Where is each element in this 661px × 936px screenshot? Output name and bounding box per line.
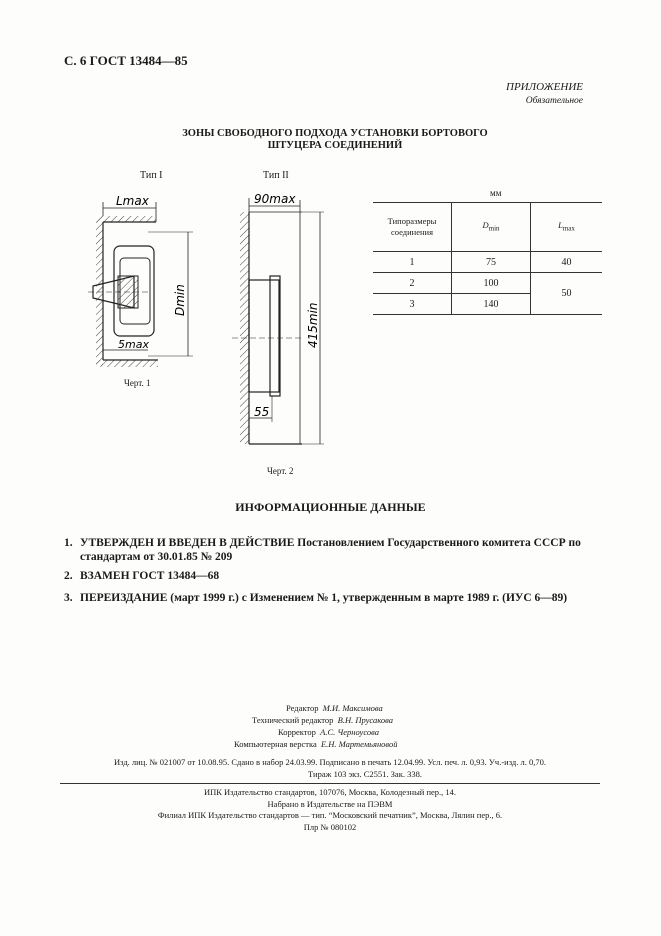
credit-name: Е.Н. Мартемьяновой bbox=[320, 739, 398, 749]
credit-role: Корректор bbox=[278, 727, 316, 737]
publisher-line: Тираж 103 экз. С2551. Зак. 338. bbox=[308, 768, 422, 779]
figure2-wall bbox=[240, 212, 249, 444]
publisher-divider bbox=[60, 783, 600, 784]
publisher-line: ИПК Издательство стандартов, 107076, Москва, Колодезный пер., 14. bbox=[203, 787, 457, 797]
table-row bbox=[373, 252, 602, 273]
publisher-line: Набрано в Издательстве на ПЭВМ bbox=[267, 798, 393, 809]
dmin-symbol: D bbox=[482, 219, 489, 230]
publisher-line: Изд. лиц. № 021007 от 10.08.95. Сдано в набор 24.03.99. Подписано в печать 12.04.99. Усл. печ. л. 0,93. Уч.-изд. л. 0,70. bbox=[114, 757, 546, 767]
figure2-caption: Черт. 2 bbox=[267, 466, 294, 476]
lmax-sub: max bbox=[562, 224, 575, 233]
table-header-row bbox=[373, 203, 602, 252]
publisher-line: Филиал ИПК Издательство стандартов — тип. “Московский печатник”, Москва, Лялин пер., 6. bbox=[157, 810, 503, 820]
credit-name: В.Н. Прусакова bbox=[337, 715, 393, 725]
credits bbox=[230, 702, 490, 750]
figure1-dim-side: Dmin bbox=[173, 284, 187, 316]
table-unit: мм bbox=[490, 188, 502, 198]
info-item-text: УТВЕРЖДЕН И ВВЕДЕН В ДЕЙСТВИЕ Постановлением Государственного комитета СССР по bbox=[80, 537, 581, 549]
table-cell-l: 40 bbox=[531, 252, 603, 273]
appendix-subtitle: Обязательное bbox=[525, 96, 583, 106]
info-item-number: 2. bbox=[64, 570, 73, 582]
table-cell-l: 50 bbox=[531, 273, 603, 315]
figure1-wall-left bbox=[96, 216, 103, 366]
table-row bbox=[373, 273, 602, 294]
info-item-number: 3. bbox=[64, 592, 73, 604]
section-title-line2: ШТУЦЕРА СОЕДИНЕНИЙ bbox=[267, 140, 403, 151]
publisher-line: Плр № 080102 bbox=[303, 821, 357, 832]
figure1-drawing bbox=[88, 188, 198, 373]
figure2-dim-bottom: 55 bbox=[254, 405, 270, 419]
credit-name: М.И. Максимова bbox=[322, 703, 383, 713]
credit-role: Редактор bbox=[286, 703, 319, 713]
appendix-label bbox=[506, 80, 583, 108]
info-title: ИНФОРМАЦИОННЫЕ ДАННЫЕ bbox=[235, 500, 426, 514]
figure2-dim-side: 415min bbox=[306, 302, 320, 348]
info-item-2 bbox=[64, 569, 604, 583]
page-header: С. 6 ГОСТ 13484—85 bbox=[64, 53, 188, 68]
info-item-text-cont: стандартам от 30.01.85 № 209 bbox=[80, 551, 233, 563]
section-title-line1: ЗОНЫ СВОБОДНОГО ПОДХОДА УСТАНОВКИ БОРТОВОГО bbox=[182, 128, 488, 139]
lmax-symbol: L bbox=[558, 219, 563, 230]
figure1-dim-top: Lmax bbox=[116, 194, 149, 208]
credit-name: А.С. Черноусова bbox=[320, 727, 380, 737]
table-header-dmin bbox=[452, 203, 531, 252]
info-item-1 bbox=[64, 536, 604, 564]
figure1-type-label: Тип I bbox=[140, 170, 163, 181]
figure1-wall-bottom bbox=[96, 360, 158, 367]
info-item-number: 1. bbox=[64, 537, 73, 549]
publisher-block bbox=[60, 757, 600, 833]
table-cell-size: 2 bbox=[373, 273, 452, 294]
table-header-size: Типоразмеры соединения bbox=[373, 203, 452, 252]
table-cell-size: 1 bbox=[373, 252, 452, 273]
table-cell-size: 3 bbox=[373, 294, 452, 315]
sizes-table bbox=[373, 202, 602, 315]
figure1-caption: Черт. 1 bbox=[124, 378, 151, 388]
section-title bbox=[100, 128, 570, 152]
figure2-type-label: Тип II bbox=[263, 170, 289, 181]
info-item-text: ПЕРЕИЗДАНИЕ (март 1999 г.) с Изменением № 1, утвержденным в марте 1989 г. (ИУС 6—89) bbox=[80, 592, 568, 604]
table-cell-d: 100 bbox=[452, 273, 531, 294]
table-cell-d: 75 bbox=[452, 252, 531, 273]
appendix-title: ПРИЛОЖЕНИЕ bbox=[506, 81, 583, 93]
dmin-sub: min bbox=[488, 224, 500, 233]
table-cell-d: 140 bbox=[452, 294, 531, 315]
credit-role: Компьютерная верстка bbox=[234, 739, 317, 749]
info-item-3 bbox=[64, 591, 604, 605]
figure1-wall-top bbox=[96, 216, 156, 222]
info-item-text: ВЗАМЕН ГОСТ 13484—68 bbox=[80, 570, 220, 582]
figure1-dim-bottom: 5max bbox=[118, 338, 149, 351]
figure2-dim-top: 90max bbox=[254, 192, 296, 206]
table-header-lmax bbox=[531, 203, 603, 252]
figure2-drawing bbox=[232, 188, 332, 453]
credit-role: Технический редактор bbox=[252, 715, 334, 725]
